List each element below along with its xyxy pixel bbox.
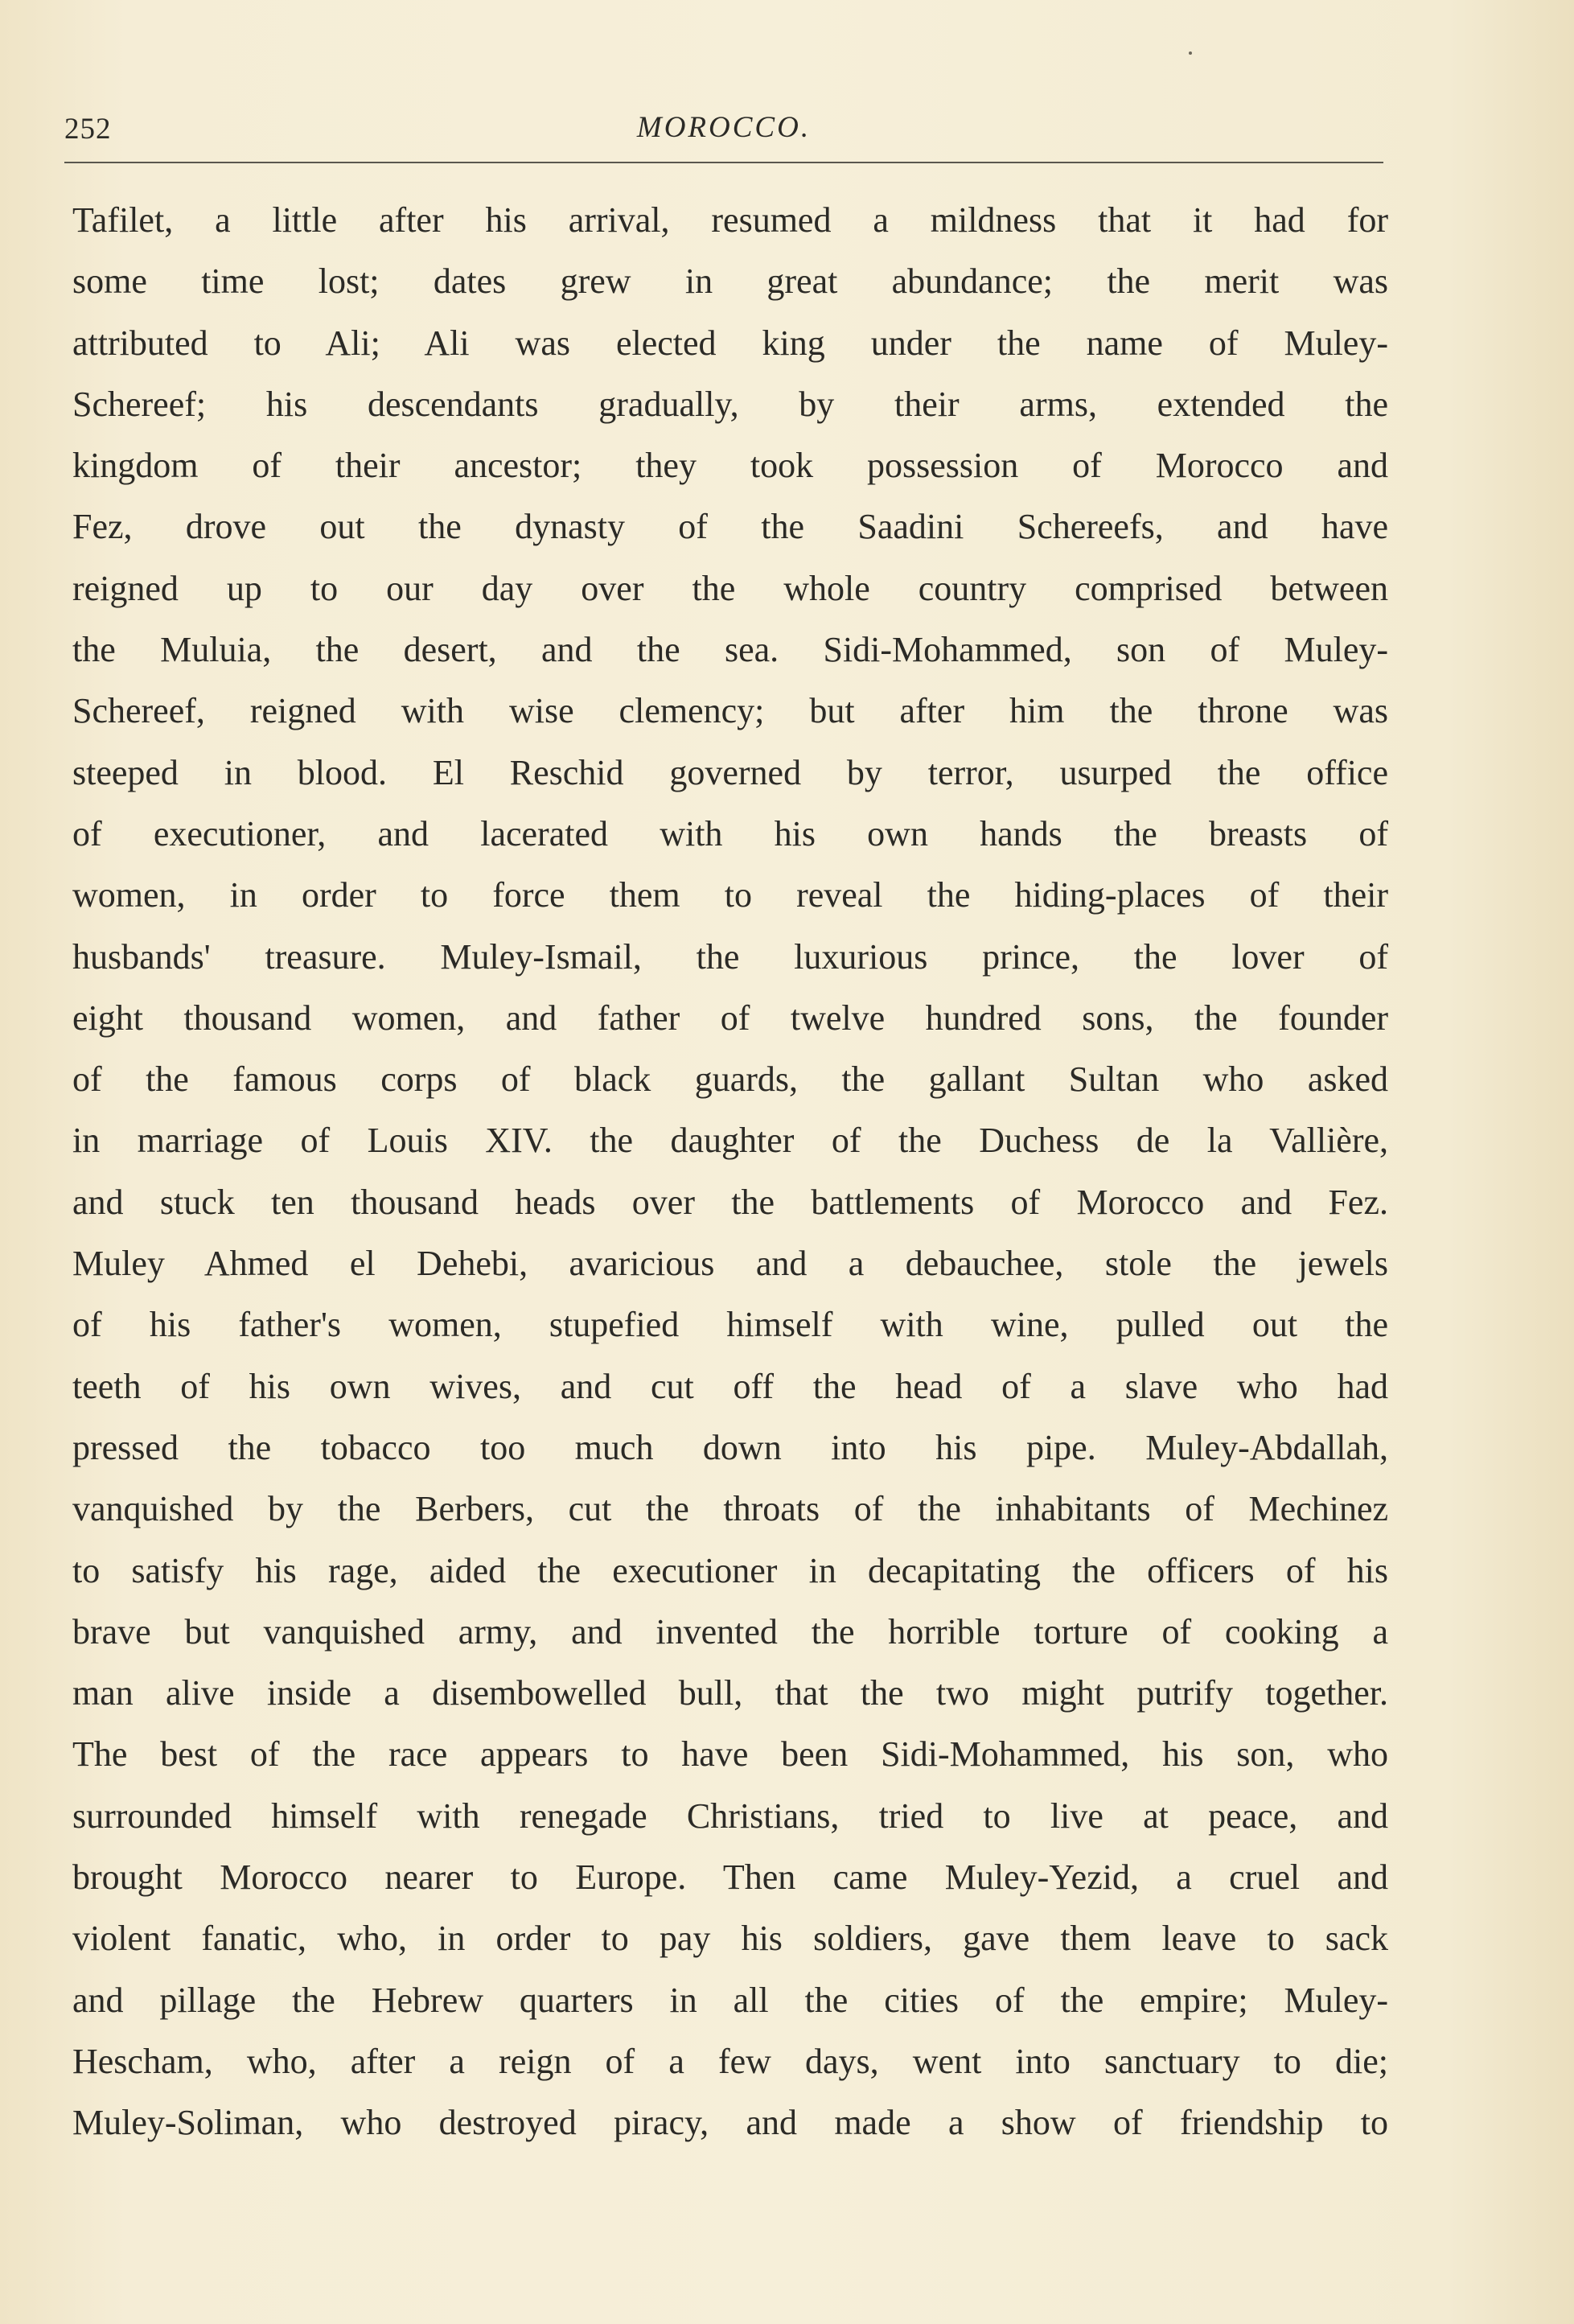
text-line: women, in order to force them to reveal the hiding-places of their — [72, 875, 1388, 915]
text-line: Schereef; his descendants gradually, by their arms, extended the — [72, 384, 1388, 424]
text-line: of executioner, and lacerated with his own hands the breasts of — [72, 813, 1388, 854]
text-line: husbands' treasure. Muley-Ismail, the luxurious prince, the lover of — [72, 936, 1388, 977]
text-line: pressed the tobacco too much down into his pipe. Muley-Abdallah, — [72, 1427, 1388, 1467]
text-line: man alive inside a disembowelled bull, that the two might putrify together. — [72, 1673, 1388, 1713]
text-line: kingdom of their ancestor; they took possession of Morocco and — [72, 446, 1388, 486]
text-line: to satisfy his rage, aided the executioner in decapitating the officers of his — [72, 1550, 1388, 1590]
text-line: in marriage of Louis XIV. the daughter of the Duchess de la Vallière, — [72, 1121, 1388, 1161]
text-line: eight thousand women, and father of twelve hundred sons, the founder — [72, 997, 1388, 1038]
text-line: the Muluia, the desert, and the sea. Sidi-Mohammed, son of Muley- — [72, 630, 1388, 670]
text-line: vanquished by the Berbers, cut the throats of the inhabitants of Mechinez — [72, 1489, 1388, 1529]
text-line: Tafilet, a little after his arrival, resumed a mildness that it had for — [72, 200, 1388, 240]
running-title: MOROCCO. — [636, 111, 812, 144]
text-line: Fez, drove out the dynasty of the Saadini Schereefs, and have — [72, 507, 1388, 547]
text-line: and stuck ten thousand heads over the battlements of Morocco and Fez. — [72, 1182, 1388, 1222]
page-number: 252 — [64, 113, 112, 146]
text-line: brought Morocco nearer to Europe. Then came Muley-Yezid, a cruel and — [72, 1857, 1388, 1898]
text-line: of the famous corps of black guards, the gallant Sultan who asked — [72, 1059, 1388, 1100]
text-line: teeth of his own wives, and cut off the head of a slave who had — [72, 1366, 1388, 1406]
text-line: Muley Ahmed el Dehebi, avaricious and a debauchee, stole the jewels — [72, 1244, 1388, 1284]
text-line: of his father's women, stupefied himself with wine, pulled out the — [72, 1305, 1388, 1345]
text-line: Schereef, reigned with wise clemency; but after him the throne was — [72, 691, 1388, 731]
text-line: brave but vanquished army, and invented the horrible torture of cooking a — [72, 1611, 1388, 1651]
text-line: surrounded himself with renegade Christians, tried to live at peace, and — [72, 1795, 1388, 1836]
text-line: attributed to Ali; Ali was elected king under the name of Muley- — [72, 323, 1388, 363]
text-line: steeped in blood. El Reschid governed by terror, usurped the office — [72, 752, 1388, 792]
text-line: The best of the race appears to have been Sidi-Mohammed, his son, who — [72, 1734, 1388, 1775]
text-line: some time lost; dates grew in great abundance; the merit was — [72, 261, 1388, 302]
text-line: Hescham, who, after a reign of a few days, went into sanctuary to die; — [72, 2041, 1388, 2081]
paper-speck — [1189, 51, 1192, 55]
header-rule — [64, 162, 1383, 163]
text-line: Muley-Soliman, who destroyed piracy, and made a show of friendship to — [72, 2103, 1388, 2143]
text-line: violent fanatic, who, in order to pay his soldiers, gave them leave to sack — [72, 1919, 1388, 1959]
body-text — [72, 190, 1388, 2154]
text-line: and pillage the Hebrew quarters in all the cities of the empire; Muley- — [72, 1980, 1388, 2020]
page-header — [64, 101, 1383, 157]
text-line: reigned up to our day over the whole country comprised between — [72, 568, 1388, 608]
